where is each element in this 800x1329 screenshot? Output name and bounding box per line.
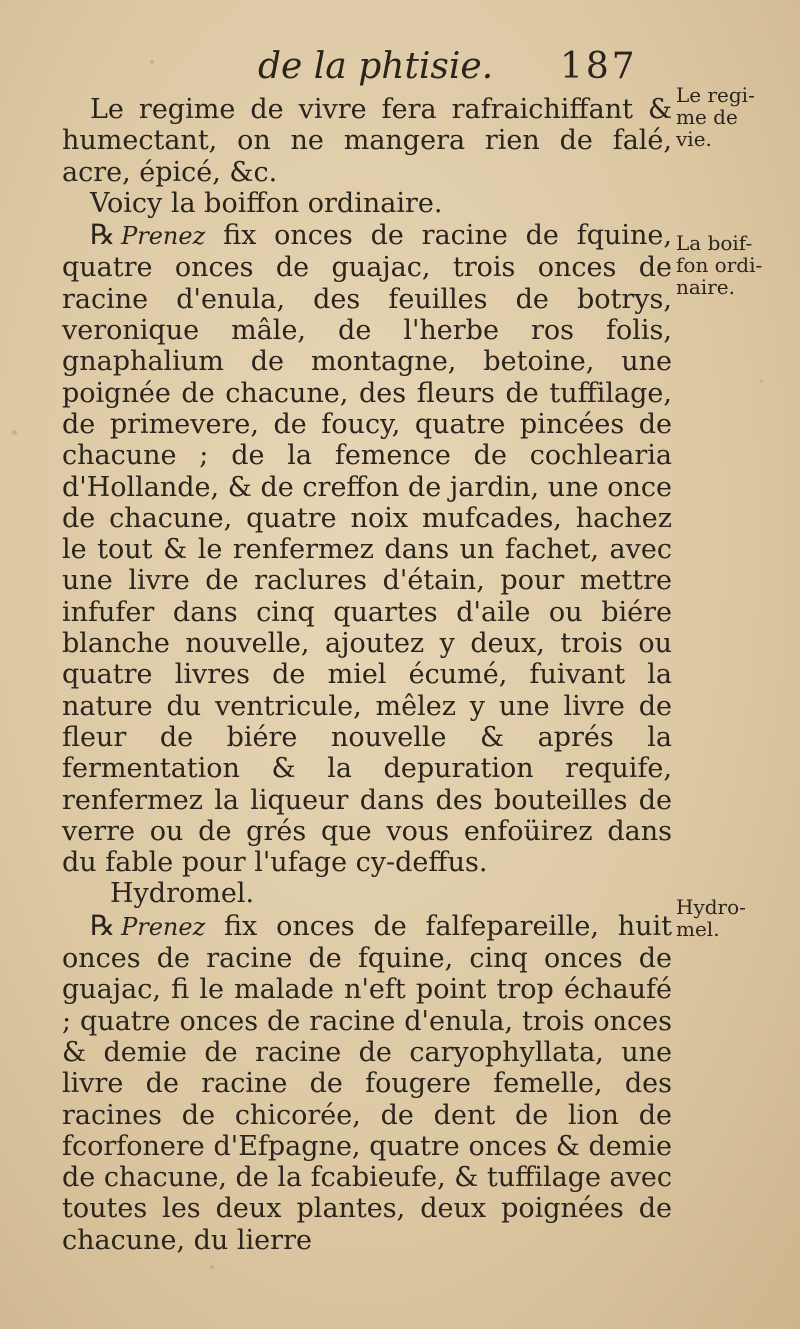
paragraph-boisson-recipe [62, 219, 672, 878]
margin-note-line: me de [676, 105, 738, 129]
margin-note-regime [676, 84, 794, 150]
paper-speck [12, 430, 17, 435]
margin-note-hydromel [676, 896, 794, 940]
paragraph-hydromel-recipe [62, 910, 672, 1256]
running-title: de la phtisie. [258, 46, 494, 87]
margin-note-line: Hydro- [676, 895, 746, 919]
recipe-word: Prenez [121, 912, 206, 941]
margin-note-line: naire. [676, 275, 735, 299]
margin-note-line: Le regi- [676, 83, 755, 107]
paper-speck [760, 380, 763, 383]
page-number: 187 [560, 46, 638, 87]
margin-note-line: La boif- [676, 231, 753, 255]
recipe-word: Prenez [121, 222, 206, 251]
margin-note-line: fon ordi- [676, 253, 763, 277]
margin-note-boisson [676, 232, 794, 298]
body-text [62, 94, 672, 1256]
recipe-symbol: ℞ [90, 908, 116, 942]
paper-speck [210, 1265, 214, 1269]
paragraph-regime: Le regime de vivre fera rafraichiffant & humectant, on ne mangera rien de falé, acre, épicé, &c. [62, 94, 672, 188]
section-heading-hydromel: Hydromel. [110, 878, 255, 910]
paragraph-boisson-intro: Voicy la boiffon ordinaire. [90, 187, 443, 219]
margin-note-line: mel. [676, 917, 720, 941]
recipe-text: fix onces de falfepareille, huit onces de racine de fquine, cinq onces de guajac, fi le malade n'eft point trop échaufé ; quatre onces de racine d'enula, trois onces & demie de racine de caryophyllata, une livre de racine de fougere femelle, des racines de chicorée, de dent de lion de fcorfonere d'Efpagne, quatre onces & demie de chacune, de la fcabieufe, & tuffilage avec toutes les deux plantes, deux poignées de chacune, du lierre [62, 910, 672, 1256]
recipe-symbol: ℞ [90, 218, 116, 252]
margin-note-line: vie. [676, 127, 712, 151]
recipe-text: fix onces de racine de fquine, quatre onces de guajac, trois onces de racine d'enula, des feuilles de botrys, veronique mâle, de l'herbe ros folis, gnaphalium de montagne, betoine, une poignée de chacune, des fleurs de tuffilage, de primevere, de foucy, quatre pincées de chacune ; de la femence de cochlearia d'Hollande, & de creffon de jardin, une once de chacune, quatre noix mufcades, hachez le tout & le renfermez dans un fachet, avec une livre de raclures d'étain, pour mettre infufer dans cinq quartes d'aile ou biére blanche nouvelle, ajoutez y deux, trois ou quatre livres de miel écumé, fuivant la nature du ventricule, mêlez y une livre de fleur de biére nouvelle & aprés la fermentation & la depuration requife, renfermez la liqueur dans des bouteilles de verre ou de grés que vous enfoüirez dans du fable pour l'ufage cy-deffus. [62, 220, 672, 879]
